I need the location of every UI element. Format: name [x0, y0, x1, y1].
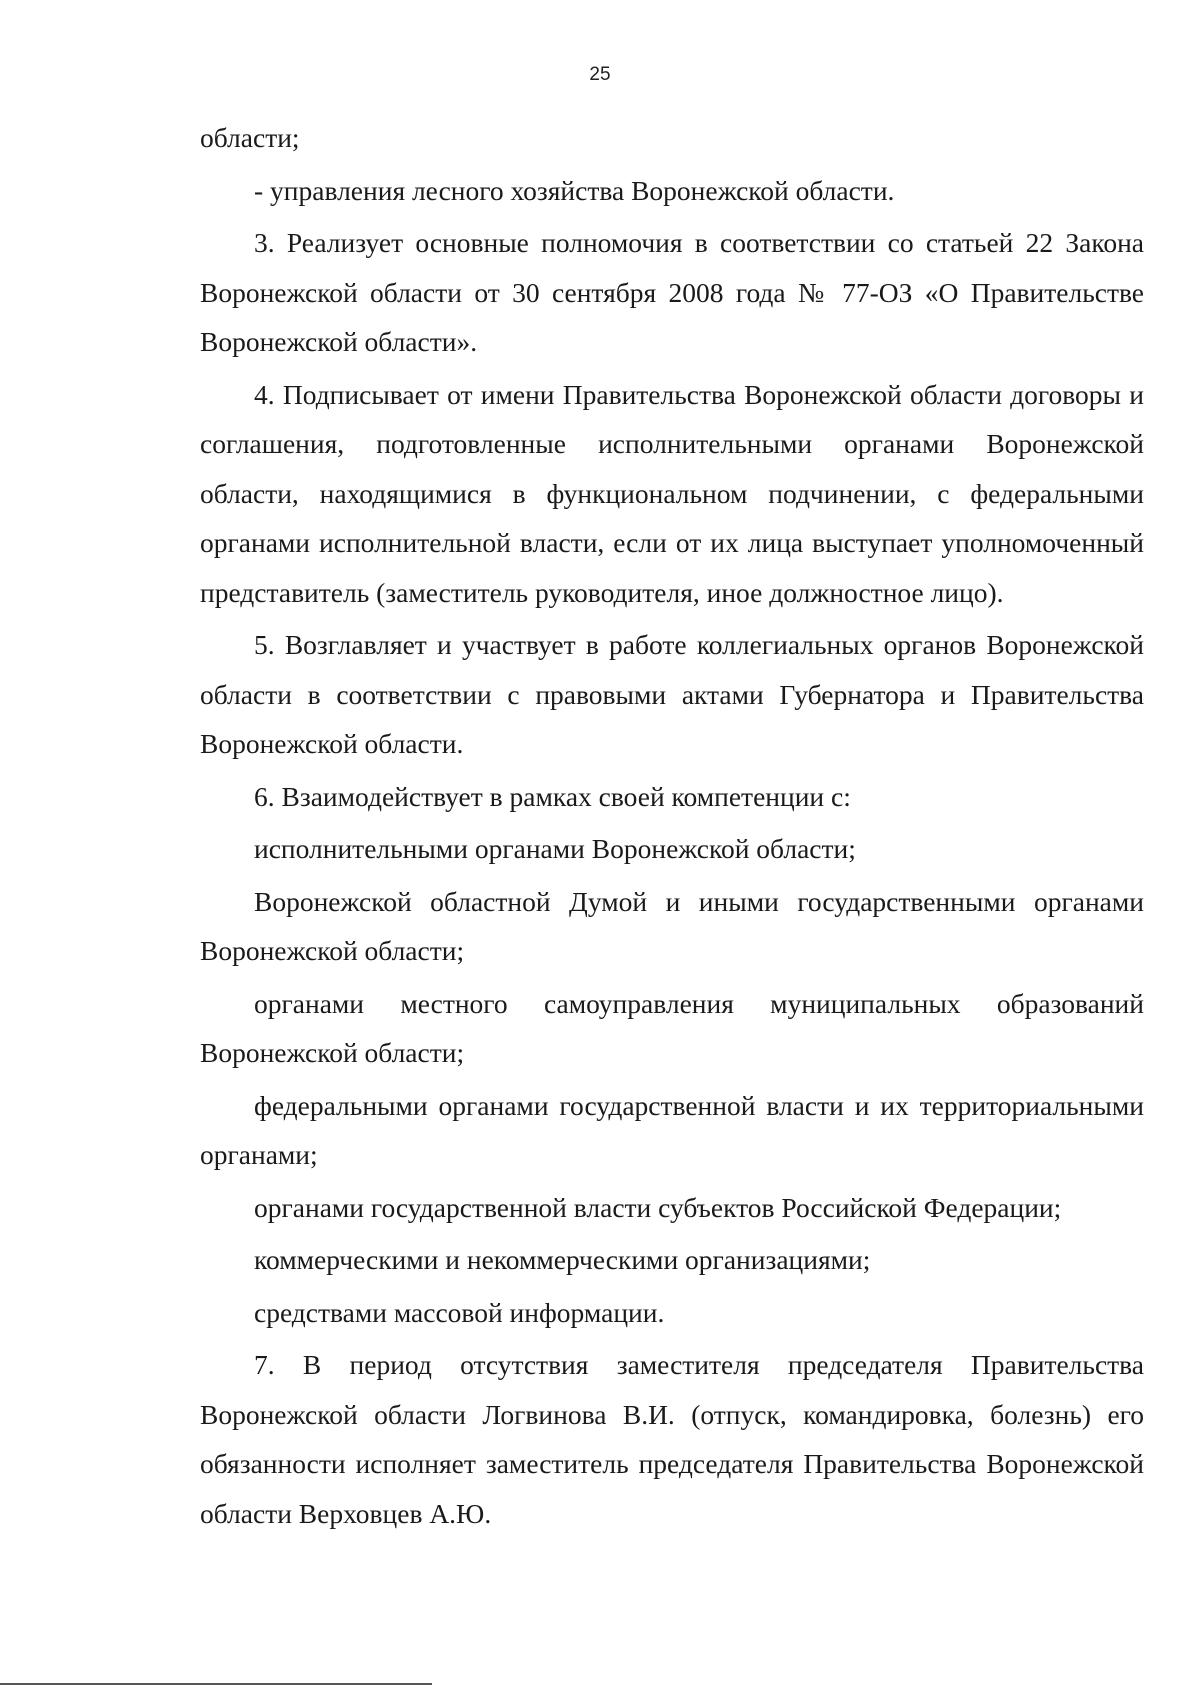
paragraph-item-6: 6. Взаимодействует в рамках своей компетенции с:	[254, 780, 851, 812]
paragraph-item-3: 3. Реализует основные полномочия в соответствии со статьей 22 Закона Воронежской области от 30 сентября 2008 года № 77-ОЗ «О Правительстве Воронежской области».	[200, 227, 1144, 357]
document-body	[200, 113, 1144, 1538]
list-item-subject-authorities: органами государственной власти субъектов Российской Федерации;	[254, 1191, 1062, 1223]
page-number: 25	[589, 64, 611, 85]
list-item-executive-bodies: исполнительными органами Воронежской области;	[254, 833, 856, 864]
bottom-rule	[0, 1683, 432, 1685]
paragraph-item-5: 5. Возглавляет и участвует в работе коллегиальных органов Воронежской области в соответствии с правовыми актами Губернатора и Правительства Воронежской области.	[200, 629, 1144, 759]
list-item-mass-media: средствами массовой информации.	[254, 1296, 665, 1328]
paragraph-forestry: - управления лесного хозяйства Воронежской области.	[254, 174, 895, 206]
paragraph-continuation: области;	[200, 122, 300, 153]
list-item-federal-bodies: федеральными органами государственной власти и их территориальными органами;	[200, 1089, 1144, 1170]
paragraph-item-4: 4. Подписывает от имени Правительства Воронежской области договоры и соглашения, подготовленные исполнительными органами Воронежской области, находящимися в функциональном подчинении, с федеральными органами исполнительной власти, если от их лица выступает уполномоченный представитель (заместитель руководителя, иное должностное лицо).	[200, 378, 1144, 608]
paragraph-item-7: 7. В период отсутствия заместителя председателя Правительства Воронежской области Логвинова В.И. (отпуск, командировка, болезнь) его обязанности исполняет заместитель председателя Правительства Воронежской области Верховцев А.Ю.	[200, 1349, 1144, 1529]
list-item-local-government: органами местного самоуправления муниципальных образований Воронежской области;	[200, 987, 1144, 1068]
list-item-regional-duma: Воронежской областной Думой и иными государственными органами Воронежской области;	[200, 885, 1144, 966]
list-item-organizations: коммерческими и некоммерческими организациями;	[254, 1244, 871, 1275]
